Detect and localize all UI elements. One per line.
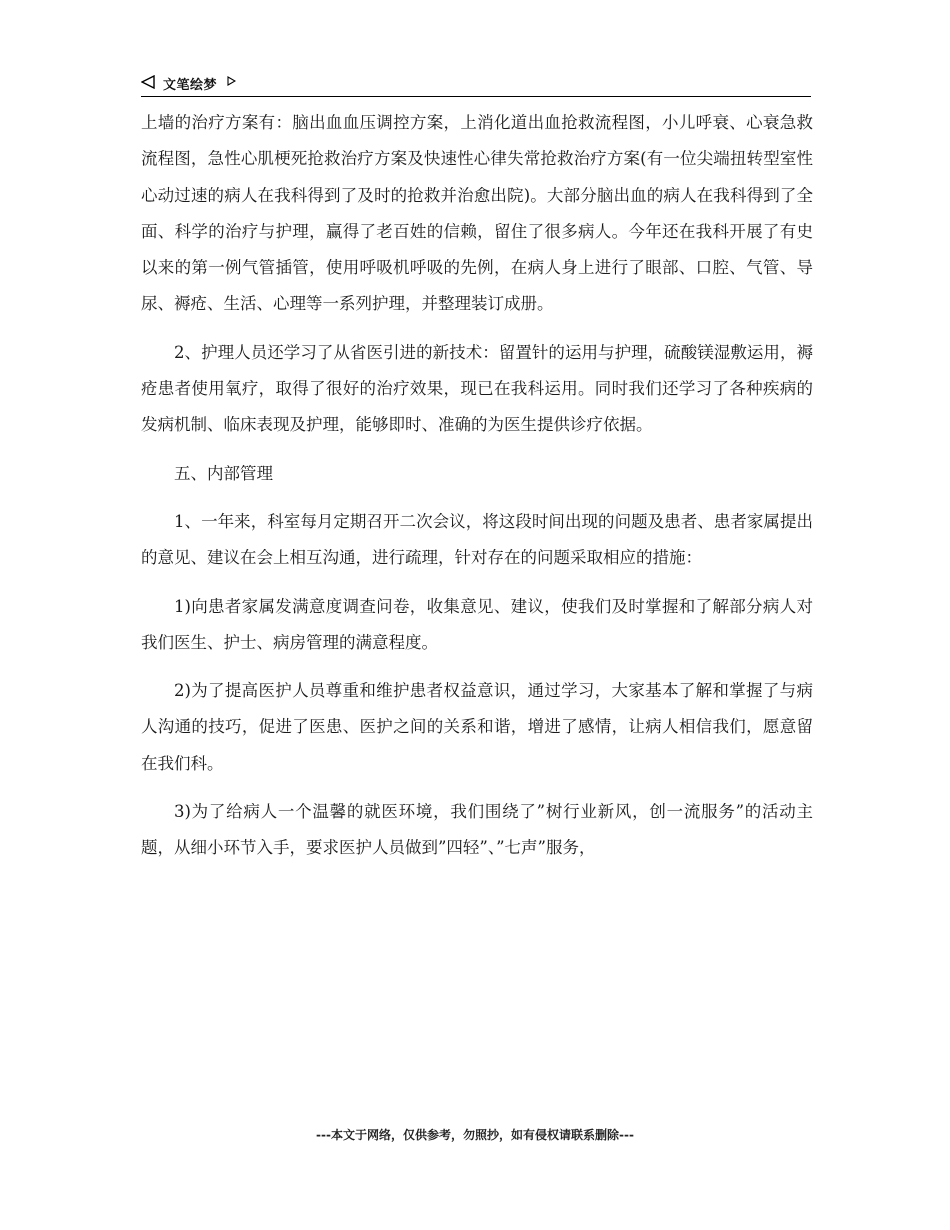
paragraph: 1、一年来，科室每月定期召开二次会议，将这段时间出现的问题及患者、患者家属提出的意见、建议在会上相互沟通，进行疏理，针对存在的问题采取相应的措施：	[141, 511, 813, 568]
paragraph: 2、护理人员还学习了从省医引进的新技术：留置针的运用与护理，硫酸镁湿敷运用，褥疮患者使用氧疗，取得了很好的治疗效果，现已在我科运用。同时我们还学习了各种疾病的发病机制、临床表现及护理，能够即时、准确的为医生提供诊疗依据。	[141, 342, 813, 435]
section-heading: 五、内部管理	[174, 463, 273, 483]
paragraph: 2)为了提高医护人员尊重和维护患者权益意识，通过学习，大家基本了解和掌握了与病人沟通的技巧，促进了医患、医护之间的关系和谐，增进了感情，让病人相信我们，愿意留在我们科。	[141, 681, 813, 773]
triangle-right-icon	[227, 76, 236, 86]
document-body	[141, 105, 813, 879]
header-brand: 文笔绘梦	[163, 78, 218, 93]
triangle-left-icon	[141, 75, 155, 89]
paragraph: 1)向患者家属发满意度调查问卷，收集意见、建议，使我们及时掌握和了解部分病人对我们医生、护士、病房管理的满意程度。	[141, 596, 813, 652]
paragraph: 3)为了给病人一个温馨的就医环境，我们围绕了”树行业新风，创一流服务”的活动主题，从细小环节入手，要求医护人员做到”四轻”、”七声”服务，	[141, 802, 813, 858]
page-footer-disclaimer: ---本文于网络，仅供参考，勿照抄，如有侵权请联系删除---	[316, 1128, 634, 1142]
paragraph: 上墙的治疗方案有：脑出血血压调控方案，上消化道出血抢救流程图，小儿呼衰、心衰急救流程图，急性心肌梗死抢救治疗方案及快速性心律失常抢救治疗方案(有一位尖端扭转型室性心动过速的病人在我科得到了及时的抢救并治愈出院)。大部分脑出血的病人在我科得到了全面、科学的治疗与护理，赢得了老百姓的信赖，留住了很多病人。今年还在我科开展了有史以来的第一例气管插管，使用呼吸机呼吸的先例，在病人身上进行了眼部、口腔、气管、导尿、褥疮、生活、心理等一系列护理，并整理装订成册。	[141, 113, 813, 314]
page-header	[141, 72, 811, 97]
